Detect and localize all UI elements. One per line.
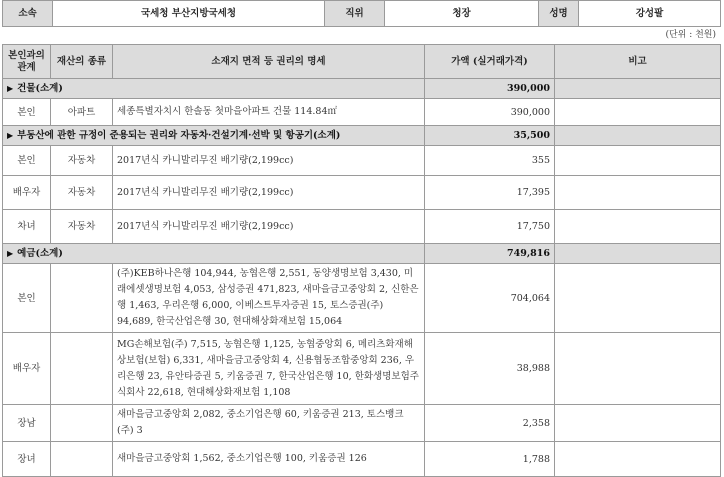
section-subtotal-row [3, 126, 721, 146]
remarks-cell [555, 405, 721, 442]
table-row [3, 333, 721, 405]
column-header-description: 소재지 면적 등 권리의 명세 [113, 45, 425, 79]
remarks-cell [555, 176, 721, 210]
remarks-cell [555, 442, 721, 477]
triangle-right-icon: ▶ [7, 130, 14, 140]
relation-cell: 본인 [3, 146, 51, 176]
section-subtotal: 35,500 [425, 126, 555, 146]
section-subtotal-row [3, 79, 721, 99]
remarks-cell [555, 146, 721, 176]
description-cell: 세종특별자치시 한솔동 첫마을아파트 건물 114.84㎡ [113, 99, 425, 126]
unit-note: (단위 : 천원) [665, 30, 716, 40]
table-row [3, 264, 721, 333]
remarks-cell [555, 210, 721, 244]
value-cell: 38,988 [425, 333, 555, 405]
triangle-right-icon: ▶ [7, 83, 14, 93]
column-header-row [3, 45, 721, 79]
section-remarks-cell [555, 126, 721, 146]
affiliation-label: 소속 [3, 1, 53, 27]
asset-type-cell: 자동차 [51, 176, 113, 210]
table-row [3, 210, 721, 244]
section-subtotal: 390,000 [425, 79, 555, 99]
section-title: 건물(소계) [17, 83, 63, 94]
table-row [3, 442, 721, 477]
asset-type-cell [51, 405, 113, 442]
asset-disclosure-page [2, 0, 722, 477]
value-cell: 704,064 [425, 264, 555, 333]
column-header-asset-type: 재산의 종류 [51, 45, 113, 79]
section-subtotal-row [3, 244, 721, 264]
relation-cell: 차녀 [3, 210, 51, 244]
table-row [3, 99, 721, 126]
section-title-cell [3, 244, 425, 264]
name-label: 성명 [539, 1, 579, 27]
value-cell: 17,395 [425, 176, 555, 210]
relation-cell: 배우자 [3, 333, 51, 405]
asset-type-cell: 자동차 [51, 146, 113, 176]
position-label: 직위 [325, 1, 385, 27]
value-cell: 2,358 [425, 405, 555, 442]
description-cell: MG손해보험(주) 7,515, 농협은행 1,125, 농협중앙회 6, 메리츠화재해상보험(보험) 6,331, 새마을금고중앙회 4, 신용협동조합중앙회 236, 우리은행 23, 유안타증권 5, 키움증권 7, 한국산업은행 10, 한화생명보험주식회사 22,618, 현대해상화재보험 1,108 [113, 333, 425, 405]
remarks-cell [555, 333, 721, 405]
value-cell: 1,788 [425, 442, 555, 477]
table-row [3, 176, 721, 210]
section-remarks-cell [555, 244, 721, 264]
description-cell: 2017년식 카니발리무진 배기량(2,199cc) [113, 176, 425, 210]
position-value: 청장 [385, 1, 539, 27]
section-title-cell [3, 79, 425, 99]
description-cell: 새마을금고중앙회 1,562, 중소기업은행 100, 키움증권 126 [113, 442, 425, 477]
asset-table-body [3, 45, 721, 477]
section-subtotal: 749,816 [425, 244, 555, 264]
table-row [3, 405, 721, 442]
column-header-value: 가액 (실거래가격) [425, 45, 555, 79]
description-cell: (주)KEB하나은행 104,944, 농협은행 2,551, 동양생명보험 3,430, 미래에셋생명보험 4,053, 삼성증권 471,823, 새마을금고중앙회 2, 신한은행 1,463, 우리은행 6,000, 이베스트투자증권 15, 토스증권(주) 94,689, 한국산업은행 30, 현대해상화재보험 15,064 [113, 264, 425, 333]
asset-type-cell: 자동차 [51, 210, 113, 244]
description-cell: 새마을금고중앙회 2,082, 중소기업은행 60, 키움증권 213, 토스뱅크(주) 3 [113, 405, 425, 442]
asset-type-cell [51, 264, 113, 333]
column-header-relation: 본인과의 관계 [3, 45, 51, 79]
asset-type-cell: 아파트 [51, 99, 113, 126]
remarks-cell [555, 264, 721, 333]
affiliation-value: 국세청 부산지방국세청 [53, 1, 325, 27]
value-cell: 390,000 [425, 99, 555, 126]
relation-cell: 배우자 [3, 176, 51, 210]
value-cell: 355 [425, 146, 555, 176]
section-remarks-cell [555, 79, 721, 99]
relation-cell: 장녀 [3, 442, 51, 477]
description-cell: 2017년식 카니발리무진 배기량(2,199cc) [113, 210, 425, 244]
asset-type-cell [51, 442, 113, 477]
section-title: 예금(소계) [17, 248, 63, 259]
section-title-cell [3, 126, 425, 146]
section-title: 부동산에 관한 규정이 준용되는 권리와 자동차·건설기계·선박 및 항공기(소계) [17, 130, 341, 141]
asset-type-cell [51, 333, 113, 405]
official-header-table [2, 0, 721, 27]
relation-cell: 본인 [3, 264, 51, 333]
asset-table [2, 44, 721, 477]
column-header-remarks: 비고 [555, 45, 721, 79]
triangle-right-icon: ▶ [7, 248, 14, 258]
relation-cell: 장남 [3, 405, 51, 442]
table-row [3, 146, 721, 176]
remarks-cell [555, 99, 721, 126]
value-cell: 17,750 [425, 210, 555, 244]
name-value: 강성팔 [579, 1, 721, 27]
header-row [3, 1, 721, 27]
description-cell: 2017년식 카니발리무진 배기량(2,199cc) [113, 146, 425, 176]
relation-cell: 본인 [3, 99, 51, 126]
